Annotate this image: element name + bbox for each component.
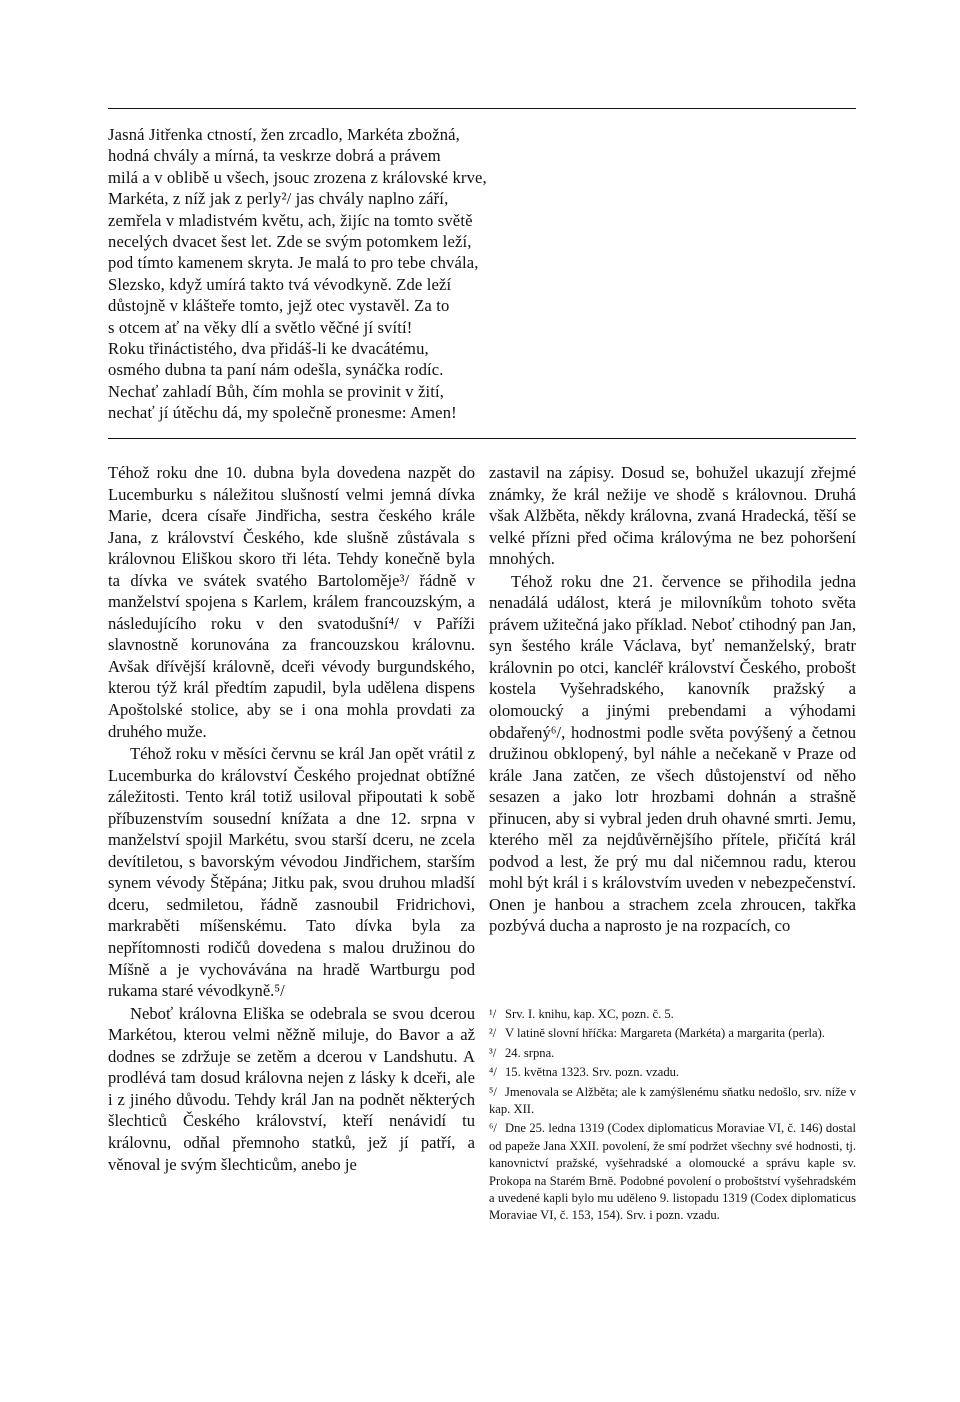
footnote — [489, 1045, 856, 1062]
poem-line: nechať jí útěchu dá, my společně pronesme: Amen! — [108, 403, 457, 423]
poem-line: Nechať zahladí Bůh, čím mohla se provinit v žití, — [108, 381, 445, 401]
footnote-mark: ²/ — [489, 1026, 497, 1041]
footnote-text: 24. srpna. — [505, 1045, 555, 1060]
footnote-text: Srv. I. knihu, kap. XC, pozn. č. 5. — [505, 1007, 674, 1021]
section-rule — [108, 438, 856, 439]
poem-line: Markéta, z níž jak z perly²/ jas chvály naplno září, — [108, 189, 449, 209]
top-rule — [108, 108, 856, 109]
poem-line: s otcem ať na věky dlí a světlo věčné jí svítí! — [108, 317, 413, 337]
paragraph: Téhož roku dne 10. dubna byla dovedena nazpět do Lucemburku s náležitou slušností velmi jemná dívka Marie, dcera císaře Jindřicha, sestra českého krále Jana, z království Českého, kde slušně zůstávala s královnou Eliškou skoro tři léta. Tehdy konečně byla ta dívka ve svátek svatého Bartoloměje³/ řádně v manželství spojena s Karlem, králem francouzským, a následujícího roku v den svatodušní⁴/ v Paříži slavnostně korunována za francouzskou královnu. Avšak dřívější královně, dceři vévody burgundského, kterou týž král předtím zapudil, byla udělena dispens Apoštolské stolice, aby se i ona mohla provdati za druhého muže. — [108, 463, 475, 741]
poem-line: hodná chvály a mírná, ta veskrze dobrá a právem — [108, 146, 441, 166]
footnote-mark: ³/ — [489, 1045, 497, 1060]
footnote — [489, 1025, 856, 1042]
right-column — [489, 462, 856, 937]
poem-line: Slezsko, když umírá takto tvá vévodkyně. Zde leží — [108, 274, 452, 294]
poem-line: pod tímto kamenem skryta. Je malá to pro tebe chvála, — [108, 253, 479, 273]
epitaph-poem — [108, 124, 856, 424]
poem-line: Jasná Jitřenka ctností, žen zrcadlo, Markéta zbožná, — [108, 125, 460, 144]
footnote-mark: ⁶/ — [489, 1121, 497, 1136]
footnotes — [489, 1006, 856, 1227]
footnote — [489, 1084, 856, 1119]
footnote — [489, 1120, 856, 1224]
poem-line: zemřela v mladistvém květu, ach, žijíc na tomto světě — [108, 210, 473, 230]
left-column — [108, 462, 475, 1175]
poem-line: milá a v oblibě u všech, jsouc zrozena z královské krve, — [108, 167, 487, 187]
footnote-mark: ⁵/ — [489, 1084, 497, 1099]
paragraph: Téhož roku v měsíci červnu se král Jan opět vrátil z Lucemburka do království Českého projednat obtížné záležitosti. Tento král totiž usiloval připoutati k sobě příbuzenstvím sousední knížata a dne 12. srpna v manželství spojil Markétu, svou starší dceru, ne zcela devítiletou, s bavorským vévodou Jindřichem, starším synem vévody Štěpána; Jitku pak, svou druhou mladší dceru, sedmiletou, řádně zasnoubil Fridrichovi, markraběti míšenskému. Tato dívka byla za nepřítomnosti rodičů dovedena s malou družinou do Míšně a je vychovávána na hradě Wartburgu pod rukama staré vévodkyně.⁵/ — [108, 744, 475, 1001]
footnote-mark: ⁴/ — [489, 1065, 497, 1080]
paragraph: Téhož roku dne 21. července se přihodila jedna nenadálá událost, která je milovníkům tohoto světa právem užitečná jako příklad. Neboť ctihodný pan Jan, syn šestého krále Václava, byť nemanželský, bratr královnin po otci, kancléř království Českého, probošt kostela Vyšehradského, kanovník pražský a olomoucký a jinými prebendami a výhodami obdařený⁶/, hodnostmi podle světa povýšený a četnou družinou obklopený, byl náhle a nečekaně v Praze od krále Jana zatčen, ze všech důstojenství od něho sesazen a jako lotr hrozbami dohnán a strašně přinucen, aby si vybral jeden druh ohavné smrti. Jemu, kterého měl za nejdůvěrnějšího přítele, přičítá král podvod a lest, že prý mu dal ničemnou radu, kterou mohl být král i s královstvím uveden v nebezpečenství. Onen je hanbou a strachem zcela zhroucen, takřka pozbývá ducha a naprosto je na rozpacích, co — [489, 571, 856, 936]
paragraph: Neboť královna Eliška se odebrala se svou dcerou Markétou, kterou velmi něžně miluje, do Bavor a až dodnes se zdržuje se zetěm a dcerou v Landshutu. A prodlévá tam dosud královna nejen z lásky k dceři, ale i z jiného důvodu. Tehdy král Jan na podnět některých šlechticů Českého království, kteří nenávidí tu královnu, odňal přemnoho statků, jež jí patří, a věnoval je svým šlechticům, anebo je — [108, 1003, 475, 1174]
poem-line: necelých dvacet šest let. Zde se svým potomkem leží, — [108, 232, 472, 252]
poem-line: Roku třináctistého, dva přidáš-li ke dvacátému, — [108, 339, 429, 359]
footnote — [489, 1064, 856, 1081]
footnote-text: Dne 25. ledna 1319 (Codex diplomaticus Moraviae VI, č. 146) dostal od papeže Jana XXII. povolení, že smí podržet všechny své hodnosti, tj. kanovnictví pražské, vyšehradské a olomoucké a správu kaple sv. Prokopa na Starém Brně. Podobné povolení o proboštství vyšehradském a uvedené kapli bylo mu uděleno 9. listopadu 1319 (Codex diplomaticus Moraviae VI, č. 153, 154). Srv. i pozn. vzadu. — [489, 1121, 856, 1223]
footnote-text: 15. května 1323. Srv. pozn. vzadu. — [505, 1065, 680, 1080]
poem-line: osmého dubna ta paní nám odešla, synáčka rodíc. — [108, 360, 444, 380]
paragraph: zastavil na zápisy. Dosud se, bohužel ukazují zřejmé známky, že král nežije ve shodě s královnou. Druhá však Alžběta, někdy královna, zvaná Hradecká, těší se velké přízni před očima královýma ne bez pohoršení mnohých. — [489, 463, 856, 569]
footnote — [489, 1006, 856, 1023]
footnote-text: V latině slovní hříčka: Margareta (Markéta) a margarita (perla). — [505, 1026, 825, 1041]
poem-line: důstojně v klášteře tomto, jejž otec vystavěl. Za to — [108, 296, 450, 316]
footnote-text: Jmenovala se Alžběta; ale k zamýšlenému sňatku nedošlo, srv. níže v kap. XII. — [489, 1084, 856, 1117]
footnote-mark: ¹/ — [489, 1007, 497, 1021]
